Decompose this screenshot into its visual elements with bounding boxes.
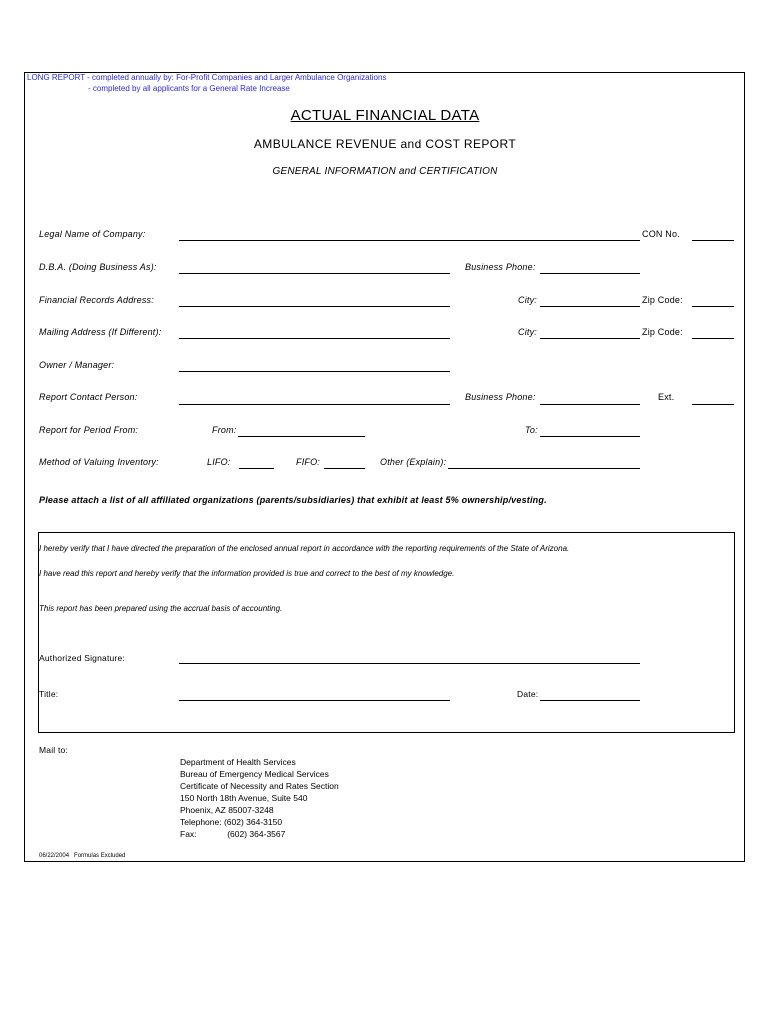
financial-address-field[interactable] [179,306,450,307]
page-title: ACTUAL FINANCIAL DATA [290,107,480,124]
address-line: Bureau of Emergency Medical Services [180,769,329,779]
contact-phone-label: Business Phone: [465,392,536,402]
header-note-2: - completed by all applicants for a General Rate Increase [88,84,290,93]
section-title: GENERAL INFORMATION and CERTIFICATION [272,166,498,177]
address-line: Department of Health Services [180,757,296,767]
mailing-address-field[interactable] [179,338,450,339]
header-note-1: LONG REPORT - completed annually by: For-Profit Companies and Larger Ambulance Organizations [27,73,387,82]
from-label: From: [212,425,237,435]
address-line: Telephone: (602) 364-3150 [180,817,283,827]
signature-label: Authorized Signature: [39,653,125,663]
business-phone-label: Business Phone: [465,262,536,272]
period-label: Report for Period From: [39,425,139,435]
to-label: To: [525,425,538,435]
contact-field[interactable] [179,404,450,405]
contact-phone-field[interactable] [540,404,640,405]
signature-field[interactable] [179,663,640,664]
lifo-label: LIFO: [207,457,231,467]
mailing-address-label: Mailing Address (If Different): [39,327,162,337]
fifo-field[interactable] [324,468,365,469]
other-field[interactable] [448,468,640,469]
title-label: Title: [39,689,59,699]
footer-note: 06/22/2004 Formulas Excluded [39,853,126,859]
form-page [24,72,745,862]
mail-to-label: Mail to: [39,745,68,755]
from-field[interactable] [238,436,365,437]
con-no-field[interactable] [692,240,734,241]
certification-box [38,532,735,733]
ext-label: Ext. [658,392,675,402]
mailing-city-field[interactable] [540,338,640,339]
certification-line-2: I have read this report and hereby verify that the information provided is true and correct to the best of my knowledge. [39,569,455,578]
address-line: Phoenix, AZ 85007-3248 [180,805,274,815]
dba-label: D.B.A. (Doing Business As): [39,262,157,272]
owner-field[interactable] [179,371,450,372]
inventory-label: Method of Valuing Inventory: [39,457,159,467]
lifo-field[interactable] [239,468,274,469]
fifo-label: FIFO: [296,457,320,467]
owner-label: Owner / Manager: [39,360,115,370]
certification-line-3: This report has been prepared using the accrual basis of accounting. [39,604,283,613]
other-label: Other (Explain): [380,457,447,467]
mailing-city-label: City: [518,327,537,337]
business-phone-field[interactable] [540,273,640,274]
legal-name-field[interactable] [179,240,640,241]
address-line: Fax: (602) 364-3567 [180,829,286,839]
to-field[interactable] [540,436,640,437]
dba-field[interactable] [179,273,450,274]
city-field[interactable] [540,306,640,307]
title-field[interactable] [179,700,450,701]
city-label: City: [518,295,537,305]
address-line: 150 North 18th Avenue, Suite 540 [180,793,308,803]
certification-line-1: I hereby verify that I have directed the preparation of the enclosed annual report in accordance with the reporting requirements of the State of Arizona. [39,544,570,553]
mailing-zip-label: Zip Code: [642,327,683,337]
mailing-zip-field[interactable] [692,338,734,339]
date-field[interactable] [540,700,640,701]
address-line: Certificate of Necessity and Rates Section [180,781,339,791]
mailing-address-block [180,756,339,840]
zip-field[interactable] [692,306,734,307]
date-label: Date: [517,689,539,699]
contact-label: Report Contact Person: [39,392,138,402]
report-subtitle: AMBULANCE REVENUE and COST REPORT [253,137,517,151]
legal-name-label: Legal Name of Company: [39,229,146,239]
affiliates-note: Please attach a list of all affiliated organizations (parents/subsidiaries) that exhibit at least 5% ownership/vesting. [39,495,547,505]
con-no-label: CON No. [642,229,680,239]
ext-field[interactable] [692,404,734,405]
zip-label: Zip Code: [642,295,683,305]
financial-address-label: Financial Records Address: [39,295,154,305]
